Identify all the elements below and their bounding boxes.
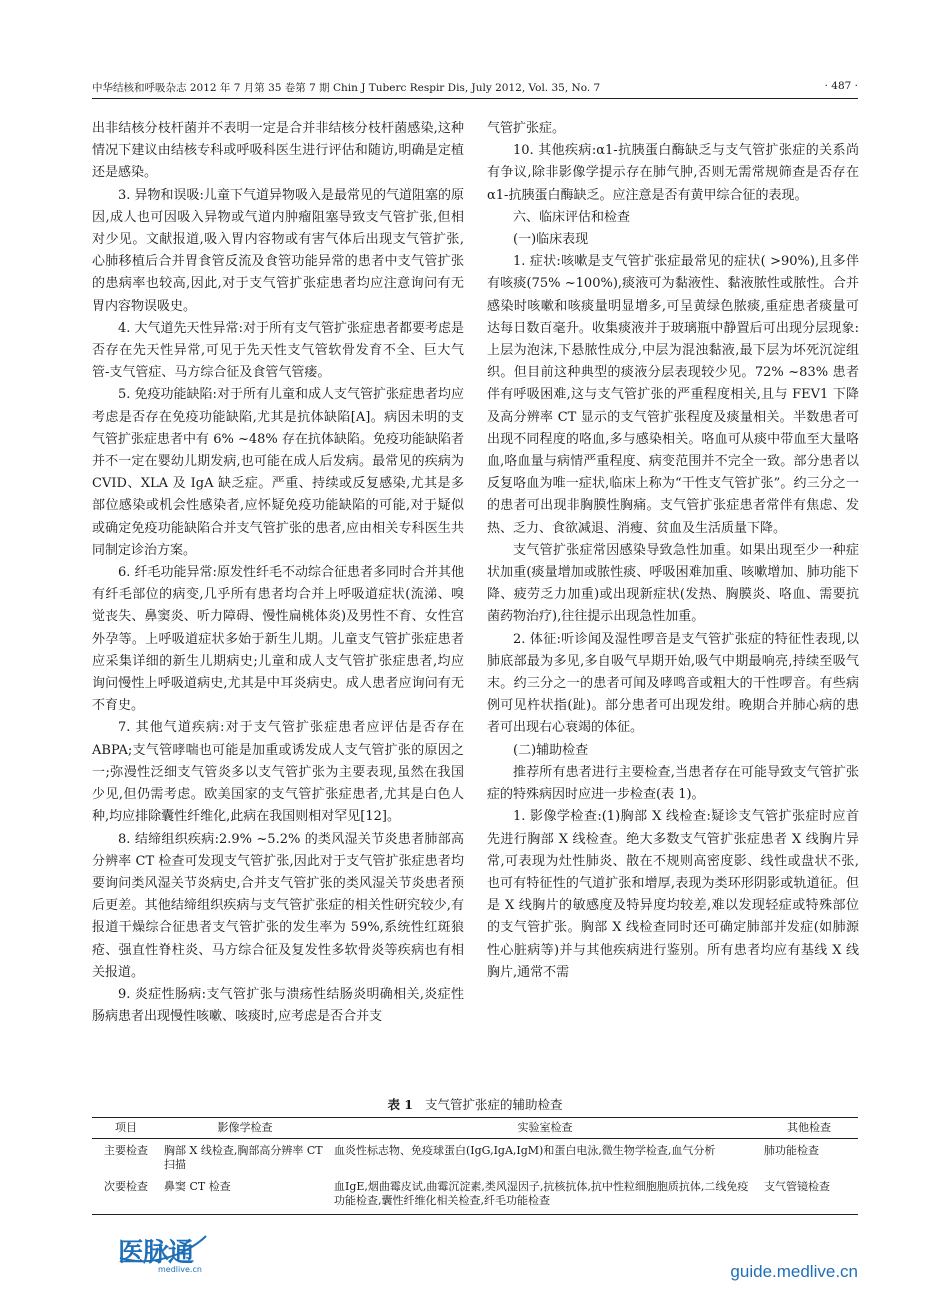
table-row xyxy=(92,1139,858,1176)
medlive-logo[interactable] xyxy=(118,1232,208,1280)
paragraph: 支气管扩张症常因感染导致急性加重。如果出现至少一种症状加重(痰量增加或脓性痰、呼吸困难加重、咳嗽增加、肺功能下降、疲劳乏力加重)或出现新症状(发热、胸膜炎、咯血、需要抗菌药物治疗),往往提示出现急性加重。 xyxy=(487,542,859,625)
table-header: 实验室检查 xyxy=(330,1118,760,1139)
table-header: 影像学检查 xyxy=(160,1118,330,1139)
table-header-row xyxy=(92,1118,858,1139)
journal-citation: 中华结核和呼吸杂志 2012 年 7 月第 35 卷第 7 期 Chin J Tuberc Respir Dis, July 2012, Vol. 35, No. 7 xyxy=(92,82,601,94)
paragraph: 出非结核分枝杆菌并不表明一定是合并非结核分枝杆菌感染,这种情况下建议由结核专科或呼吸科医生进行评估和随访,明确是定植还是感染。 xyxy=(92,121,464,181)
paragraph: 3. 异物和误吸:儿童下气道异物吸入是最常见的气道阻塞的原因,成人也可因吸入异物或气道内肿瘤阻塞导致支气管扩张,但相对少见。文献报道,吸入胃内容物或有害气体后出现支气管扩张,心肺移植后合并胃食管反流及食管功能异常的患者中支气管扩张的患病率也较高,因此,对于支气管扩张症患者均应注意询问有无胃内容物误吸史。 xyxy=(92,187,464,314)
paragraph: 1. 影像学检查:(1)胸部 X 线检查:疑诊支气管扩张症时应首先进行胸部 X 线检查。绝大多数支气管扩张症患者 X 线胸片异常,可表现为灶性肺炎、散在不规则高密度影、线性或盘状不张,也可有特征性的气道扩张和增厚,表现为类环形阴影或轨道征。但是 X 线胸片的敏感度及特异度均较差,难以发现轻症或特殊部位的支气管扩张。胸部 X 线检查同时还可确定肺部并发症(如肺源性心脏病等)并与其他疾病进行鉴别。所有患者均应有基线 X 线胸片,通常不需 xyxy=(487,809,859,980)
right-column xyxy=(487,118,864,984)
left-column xyxy=(92,118,469,1028)
table-title: 支气管扩张症的辅助检查 xyxy=(425,1097,563,1112)
table-cell: 主要检查 xyxy=(104,1144,148,1157)
section-heading: 六、临床评估和检查 xyxy=(513,209,631,225)
paragraph: 6. 纤毛功能异常:原发性纤毛不动综合征患者多同时合并其他有纤毛部位的病变,几乎所有患者均合并上呼吸道症状(流涕、嗅觉丧失、鼻窦炎、听力障碍、慢性扁桃体炎)及男性不育、女性宫外孕等。上呼吸道症状多始于新生儿期。儿童支气管扩张症患者应采集详细的新生儿期病史;儿童和成人支气管扩张症患者,均应询问慢性上呼吸道病史,尤其是中耳炎病史。成人患者应询问有无不育史。 xyxy=(92,565,464,714)
header-rule xyxy=(92,98,858,99)
paragraph: 5. 免疫功能缺陷:对于所有儿童和成人支气管扩张症患者均应考虑是否存在免疫功能缺陷,尤其是抗体缺陷[A]。病因未明的支气管扩张症患者中有 6% ~48% 存在抗体缺陷。免疫功能缺陷者并不一定在婴幼儿期发病,也可能在成人后发病。最常见的疾病为 CVID、XLA 及 IgA 缺乏症。严重、持续或反复感染,尤其是多部位感染或机会性感染者,应怀疑免疫功能缺陷的可能,对于疑似或确定免疫功能缺陷合并支气管扩张的患者,应由相关专科医生共同制定诊治方案。 xyxy=(92,387,469,558)
paragraph: 气管扩张症。 xyxy=(487,121,566,136)
table-cell: 血IgE,烟曲霉皮试,曲霉沉淀素,类风湿因子,抗核抗体,抗中性粒细胞胞质抗体,二线免疫功能检查,囊性纤维化相关检查,纤毛功能检查 xyxy=(330,1175,760,1215)
page-number: · 487 · xyxy=(824,80,858,92)
paragraph: 10. 其他疾病:α1-抗胰蛋白酶缺乏与支气管扩张症的关系尚有争议,除非影像学提示存在肺气肿,否则无需常规筛查是否存在 α1-抗胰蛋白酶缺乏。应注意是否有黄甲综合征的表现。 xyxy=(487,143,864,203)
paragraph: 4. 大气道先天性异常:对于所有支气管扩张症患者都要考虑是否存在先天性异常,可见于先天性支气管软骨发育不全、巨大气管-支气管症、马方综合征及食管气管瘘。 xyxy=(92,320,464,381)
table-cell: 肺功能检查 xyxy=(764,1144,819,1157)
running-header xyxy=(92,78,858,102)
paragraph: 2. 体征:听诊闻及湿性啰音是支气管扩张症的特征性表现,以肺底部最为多见,多自吸气早期开始,吸气中期最响亮,持续至吸气末。约三分之一的患者可闻及哮鸣音或粗大的干性啰音。有些病例可见杵状指(趾)。部分患者可出现发绀。晚期合并肺心病的患者可出现右心衰竭的体征。 xyxy=(487,631,859,736)
logo-text: 医脉通 xyxy=(118,1238,194,1268)
table-cell: 鼻窦 CT 检查 xyxy=(160,1175,330,1215)
logo-subtext: medlive.cn xyxy=(158,1265,202,1274)
table-header: 项目 xyxy=(92,1118,160,1139)
subsection-heading: (二)辅助检查 xyxy=(513,742,589,758)
table-cell: 血炎性标志物、免疫球蛋白(IgG,IgA,IgM)和蛋白电泳,微生物学检查,血气分析 xyxy=(334,1144,716,1157)
paragraph: 9. 炎症性肠病:支气管扩张与溃疡性结肠炎明确相关,炎症性肠病患者出现慢性咳嗽、咳痰时,应考虑是否合并支 xyxy=(92,986,464,1025)
paragraph: 1. 症状:咳嗽是支气管扩张症最常见的症状( >90%),且多伴有咳痰(75% ~100%),痰液可为黏液性、黏液脓性或脓性。合并感染时咳嗽和咳痰量明显增多,可呈黄绿色脓痰,重症患者痰量可达每日数百毫升。收集痰液并于玻璃瓶中静置后可出现分层现象:上层为泡沫,下悬脓性成分,中层为混浊黏液,最下层为坏死沉淀组织。但目前这种典型的痰液分层表现较少见。72% ~83% 患者伴有呼吸困难,这与支气管扩张的严重程度相关,且与 FEV1 下降及高分辨率 CT 显示的支气管扩张程度及痰量相关。半数患者可出现不同程度的咯血,多与感染相关。咯血可从痰中带血至大量咯血,咯血量与病情严重程度、病变范围并不完全一致。部分患者以反复咯血为唯一症状,临床上称为“干性支气管扩张”。约三分之一的患者可出现非胸膜性胸痛。支气管扩张症患者常伴有焦虑、发热、乏力、食欲减退、消瘦、贫血及生活质量下降。 xyxy=(487,254,859,536)
table-caption xyxy=(92,1095,858,1113)
table-label: 表 1 xyxy=(387,1097,414,1112)
subsection-heading: (一)临床表现 xyxy=(513,232,589,248)
paragraph: 8. 结缔组织疾病:2.9% ~5.2% 的类风湿关节炎患者肺部高分辨率 CT 检查可发现支气管扩张,因此对于支气管扩张症患者均要询问类风湿关节炎病史,合并支气管扩张的类风湿关节炎患者预后更差。其他结缔组织疾病与支气管扩张症的相关性研究较少,有报道干燥综合征患者支气管扩张的发生率为 59%,系统性红斑狼疮、强直性脊柱炎、马方综合征及复发性多软骨炎等疾病也有相关报道。 xyxy=(92,831,464,980)
site-url[interactable]: guide.medlive.cn xyxy=(730,1262,858,1281)
table-cell: 胸部 X 线检查,胸部高分辨率 CT 扫描 xyxy=(164,1144,323,1171)
auxiliary-exam-table xyxy=(92,1117,858,1215)
table-row xyxy=(92,1175,858,1215)
paragraph: 7. 其他气道疾病:对于支气管扩张症患者应评估是否存在 ABPA;支气管哮喘也可能是加重或诱发成人支气管扩张的原因之一;弥漫性泛细支气管炎多以支气管扩张为主要表现,虽然在我国少见,但仍需考虑。欧美国家的支气管扩张症患者,尤其是白色人种,均应排除囊性纤维化,此病在我国则相对罕见[12]。 xyxy=(92,720,469,825)
table-cell: 次要检查 xyxy=(92,1175,160,1215)
paragraph: 推荐所有患者进行主要检查,当患者存在可能导致支气管扩张症的特殊病因时应进一步检查(表 1)。 xyxy=(487,764,859,803)
table-header: 其他检查 xyxy=(760,1118,858,1139)
table-cell: 支气管镜检查 xyxy=(760,1175,858,1215)
